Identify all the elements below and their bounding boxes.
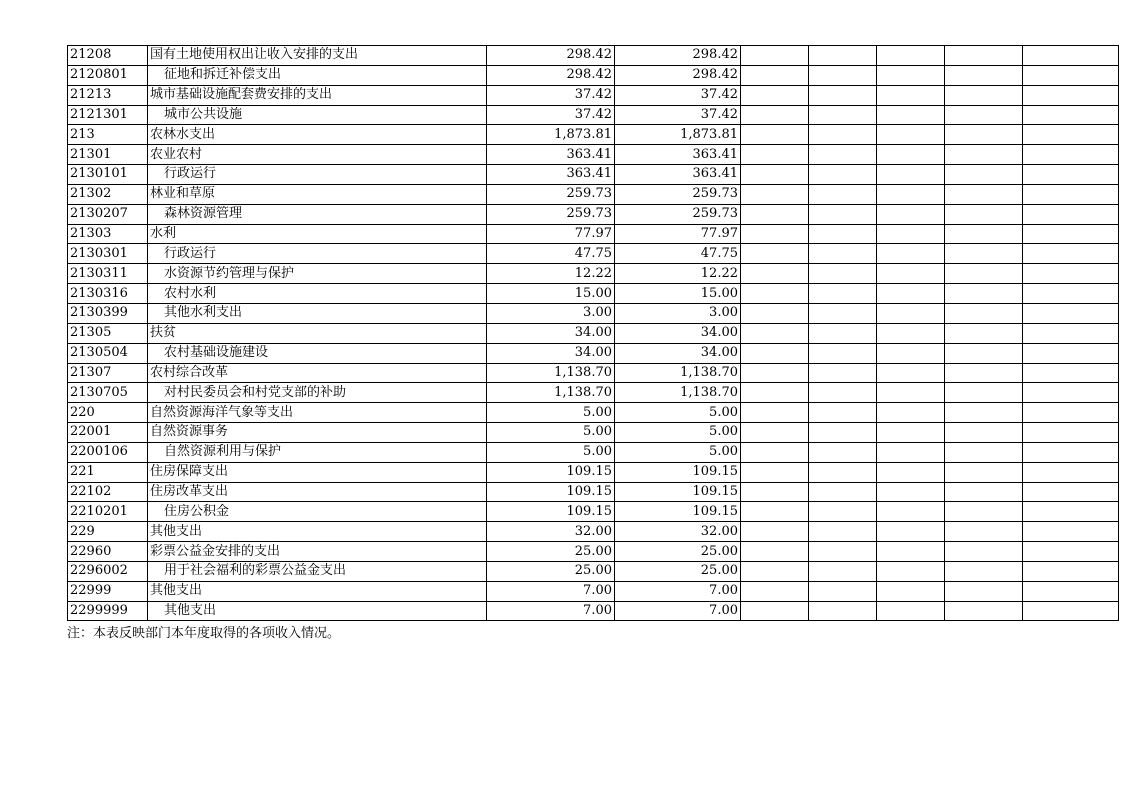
total-cell: 7.00: [487, 581, 615, 601]
empty-cell: [945, 224, 1023, 244]
subject-name-cell: 其他支出: [148, 522, 487, 542]
fiscal-fund-cell: 5.00: [615, 423, 741, 443]
fiscal-fund-cell: 259.73: [615, 204, 741, 224]
empty-cell: [945, 303, 1023, 323]
empty-cell: [741, 462, 809, 482]
empty-cell: [877, 46, 945, 66]
fiscal-fund-cell: 34.00: [615, 343, 741, 363]
total-cell: 363.41: [487, 165, 615, 185]
fiscal-fund-cell: 32.00: [615, 522, 741, 542]
subject-code-cell: 21208: [68, 46, 148, 66]
total-cell: 5.00: [487, 403, 615, 423]
empty-cell: [809, 323, 877, 343]
fiscal-fund-cell: 34.00: [615, 323, 741, 343]
empty-cell: [809, 46, 877, 66]
empty-cell: [877, 502, 945, 522]
empty-cell: [1023, 363, 1119, 383]
empty-cell: [877, 264, 945, 284]
empty-cell: [809, 363, 877, 383]
empty-cell: [877, 542, 945, 562]
subject-code-cell: 21213: [68, 85, 148, 105]
table-row: [68, 105, 1119, 125]
empty-cell: [877, 224, 945, 244]
empty-cell: [945, 522, 1023, 542]
empty-cell: [877, 303, 945, 323]
table-row: [68, 165, 1119, 185]
subject-code-cell: 229: [68, 522, 148, 542]
empty-cell: [1023, 561, 1119, 581]
table-row: [68, 224, 1119, 244]
empty-cell: [877, 204, 945, 224]
empty-cell: [945, 561, 1023, 581]
table-row: [68, 542, 1119, 562]
subject-name-cell: 其他支出: [148, 581, 487, 601]
empty-cell: [809, 542, 877, 562]
table-row: [68, 442, 1119, 462]
fiscal-fund-cell: 259.73: [615, 184, 741, 204]
empty-cell: [1023, 303, 1119, 323]
empty-cell: [809, 502, 877, 522]
subject-name-cell: 国有土地使用权出让收入安排的支出: [148, 46, 487, 66]
subject-code-cell: 21305: [68, 323, 148, 343]
empty-cell: [1023, 184, 1119, 204]
total-cell: 5.00: [487, 442, 615, 462]
empty-cell: [1023, 581, 1119, 601]
footnote: 注：本表反映部门本年度取得的各项收入情况。: [67, 626, 341, 641]
empty-cell: [945, 581, 1023, 601]
total-cell: 259.73: [487, 184, 615, 204]
subject-code-cell: 21307: [68, 363, 148, 383]
empty-cell: [1023, 264, 1119, 284]
table-row: [68, 264, 1119, 284]
empty-cell: [741, 244, 809, 264]
empty-cell: [877, 125, 945, 145]
empty-cell: [877, 601, 945, 621]
subject-name-cell: 农林水支出: [148, 125, 487, 145]
empty-cell: [1023, 462, 1119, 482]
total-cell: 12.22: [487, 264, 615, 284]
subject-name-cell: 农村基础设施建设: [148, 343, 487, 363]
empty-cell: [877, 165, 945, 185]
empty-cell: [809, 184, 877, 204]
empty-cell: [945, 323, 1023, 343]
empty-cell: [741, 482, 809, 502]
table-row: [68, 343, 1119, 363]
table-row: [68, 482, 1119, 502]
income-table: [67, 45, 1119, 621]
empty-cell: [945, 403, 1023, 423]
subject-name-cell: 自然资源利用与保护: [148, 442, 487, 462]
subject-name-cell: 扶贫: [148, 323, 487, 343]
total-cell: 259.73: [487, 204, 615, 224]
subject-code-cell: 221: [68, 462, 148, 482]
table-row: [68, 244, 1119, 264]
table-row: [68, 125, 1119, 145]
total-cell: 1,138.70: [487, 363, 615, 383]
empty-cell: [809, 204, 877, 224]
fiscal-fund-cell: 1,138.70: [615, 383, 741, 403]
empty-cell: [741, 403, 809, 423]
empty-cell: [945, 482, 1023, 502]
empty-cell: [809, 244, 877, 264]
subject-code-cell: 21301: [68, 145, 148, 165]
empty-cell: [809, 403, 877, 423]
subject-name-cell: 自然资源海洋气象等支出: [148, 403, 487, 423]
empty-cell: [741, 542, 809, 562]
empty-cell: [945, 284, 1023, 304]
total-cell: 298.42: [487, 46, 615, 66]
empty-cell: [1023, 224, 1119, 244]
empty-cell: [809, 165, 877, 185]
empty-cell: [741, 343, 809, 363]
empty-cell: [945, 65, 1023, 85]
empty-cell: [809, 601, 877, 621]
empty-cell: [741, 601, 809, 621]
empty-cell: [1023, 125, 1119, 145]
table-row: [68, 363, 1119, 383]
total-cell: 47.75: [487, 244, 615, 264]
empty-cell: [741, 65, 809, 85]
subject-name-cell: 征地和拆迁补偿支出: [148, 65, 487, 85]
empty-cell: [877, 363, 945, 383]
empty-cell: [877, 184, 945, 204]
total-cell: 109.15: [487, 502, 615, 522]
subject-name-cell: 农村综合改革: [148, 363, 487, 383]
table-row: [68, 65, 1119, 85]
subject-name-cell: 用于社会福利的彩票公益金支出: [148, 561, 487, 581]
empty-cell: [877, 343, 945, 363]
total-cell: 15.00: [487, 284, 615, 304]
empty-cell: [809, 125, 877, 145]
empty-cell: [741, 85, 809, 105]
empty-cell: [945, 46, 1023, 66]
subject-name-cell: 城市基础设施配套费安排的支出: [148, 85, 487, 105]
table-row: [68, 383, 1119, 403]
empty-cell: [1023, 343, 1119, 363]
empty-cell: [809, 85, 877, 105]
subject-name-cell: 住房公积金: [148, 502, 487, 522]
empty-cell: [1023, 284, 1119, 304]
total-cell: 363.41: [487, 145, 615, 165]
empty-cell: [945, 145, 1023, 165]
empty-cell: [809, 264, 877, 284]
subject-code-cell: 2130301: [68, 244, 148, 264]
total-cell: 298.42: [487, 65, 615, 85]
empty-cell: [809, 303, 877, 323]
subject-name-cell: 农业农村: [148, 145, 487, 165]
empty-cell: [877, 581, 945, 601]
subject-code-cell: 2130705: [68, 383, 148, 403]
empty-cell: [741, 184, 809, 204]
empty-cell: [809, 522, 877, 542]
subject-name-cell: 森林资源管理: [148, 204, 487, 224]
subject-code-cell: 2200106: [68, 442, 148, 462]
budget-sheet: [67, 45, 1119, 621]
empty-cell: [945, 363, 1023, 383]
empty-cell: [741, 363, 809, 383]
empty-cell: [877, 65, 945, 85]
fiscal-fund-cell: 363.41: [615, 165, 741, 185]
empty-cell: [809, 284, 877, 304]
empty-cell: [945, 244, 1023, 264]
empty-cell: [945, 85, 1023, 105]
empty-cell: [1023, 442, 1119, 462]
table-row: [68, 303, 1119, 323]
subject-code-cell: 2130316: [68, 284, 148, 304]
total-cell: 34.00: [487, 323, 615, 343]
fiscal-fund-cell: 5.00: [615, 442, 741, 462]
subject-code-cell: 22001: [68, 423, 148, 443]
empty-cell: [877, 423, 945, 443]
subject-code-cell: 22960: [68, 542, 148, 562]
empty-cell: [877, 145, 945, 165]
total-cell: 1,138.70: [487, 383, 615, 403]
empty-cell: [945, 502, 1023, 522]
empty-cell: [1023, 502, 1119, 522]
empty-cell: [741, 165, 809, 185]
empty-cell: [741, 204, 809, 224]
table-row: [68, 284, 1119, 304]
empty-cell: [741, 423, 809, 443]
empty-cell: [877, 105, 945, 125]
table-row: [68, 522, 1119, 542]
fiscal-fund-cell: 37.42: [615, 85, 741, 105]
subject-name-cell: 自然资源事务: [148, 423, 487, 443]
subject-name-cell: 行政运行: [148, 165, 487, 185]
fiscal-fund-cell: 298.42: [615, 65, 741, 85]
table-row: [68, 323, 1119, 343]
empty-cell: [809, 462, 877, 482]
subject-code-cell: 2121301: [68, 105, 148, 125]
fiscal-fund-cell: 25.00: [615, 561, 741, 581]
fiscal-fund-cell: 15.00: [615, 284, 741, 304]
fiscal-fund-cell: 298.42: [615, 46, 741, 66]
empty-cell: [945, 165, 1023, 185]
table-row: [68, 502, 1119, 522]
empty-cell: [741, 581, 809, 601]
fiscal-fund-cell: 1,873.81: [615, 125, 741, 145]
empty-cell: [877, 323, 945, 343]
table-row: [68, 403, 1119, 423]
subject-name-cell: 其他水利支出: [148, 303, 487, 323]
empty-cell: [741, 383, 809, 403]
subject-name-cell: 对村民委员会和村党支部的补助: [148, 383, 487, 403]
fiscal-fund-cell: 77.97: [615, 224, 741, 244]
empty-cell: [741, 224, 809, 244]
empty-cell: [945, 462, 1023, 482]
subject-name-cell: 彩票公益金安排的支出: [148, 542, 487, 562]
empty-cell: [1023, 383, 1119, 403]
empty-cell: [877, 522, 945, 542]
empty-cell: [877, 284, 945, 304]
total-cell: 5.00: [487, 423, 615, 443]
total-cell: 34.00: [487, 343, 615, 363]
subject-code-cell: 22999: [68, 581, 148, 601]
empty-cell: [1023, 105, 1119, 125]
fiscal-fund-cell: 47.75: [615, 244, 741, 264]
subject-name-cell: 行政运行: [148, 244, 487, 264]
total-cell: 7.00: [487, 601, 615, 621]
empty-cell: [877, 403, 945, 423]
empty-cell: [945, 542, 1023, 562]
total-cell: 109.15: [487, 482, 615, 502]
empty-cell: [741, 442, 809, 462]
fiscal-fund-cell: 3.00: [615, 303, 741, 323]
subject-name-cell: 农村水利: [148, 284, 487, 304]
empty-cell: [945, 442, 1023, 462]
fiscal-fund-cell: 7.00: [615, 601, 741, 621]
empty-cell: [1023, 423, 1119, 443]
subject-name-cell: 城市公共设施: [148, 105, 487, 125]
fiscal-fund-cell: 109.15: [615, 502, 741, 522]
subject-name-cell: 住房保障支出: [148, 462, 487, 482]
total-cell: 1,873.81: [487, 125, 615, 145]
fiscal-fund-cell: 363.41: [615, 145, 741, 165]
empty-cell: [1023, 522, 1119, 542]
subject-name-cell: 水利: [148, 224, 487, 244]
empty-cell: [809, 581, 877, 601]
table-row: [68, 581, 1119, 601]
subject-code-cell: 220: [68, 403, 148, 423]
empty-cell: [1023, 46, 1119, 66]
empty-cell: [1023, 244, 1119, 264]
subject-code-cell: 2130101: [68, 165, 148, 185]
empty-cell: [877, 85, 945, 105]
subject-code-cell: 2120801: [68, 65, 148, 85]
empty-cell: [877, 244, 945, 264]
total-cell: 37.42: [487, 105, 615, 125]
subject-name-cell: 林业和草原: [148, 184, 487, 204]
table-row: [68, 601, 1119, 621]
subject-code-cell: 2299999: [68, 601, 148, 621]
fiscal-fund-cell: 7.00: [615, 581, 741, 601]
empty-cell: [877, 383, 945, 403]
empty-cell: [809, 561, 877, 581]
total-cell: 25.00: [487, 561, 615, 581]
empty-cell: [741, 105, 809, 125]
total-cell: 37.42: [487, 85, 615, 105]
subject-code-cell: 213: [68, 125, 148, 145]
empty-cell: [809, 482, 877, 502]
fiscal-fund-cell: 1,138.70: [615, 363, 741, 383]
empty-cell: [945, 343, 1023, 363]
total-cell: 25.00: [487, 542, 615, 562]
empty-cell: [741, 323, 809, 343]
empty-cell: [877, 482, 945, 502]
empty-cell: [741, 522, 809, 542]
empty-cell: [1023, 145, 1119, 165]
empty-cell: [945, 601, 1023, 621]
total-cell: 32.00: [487, 522, 615, 542]
subject-code-cell: 2130207: [68, 204, 148, 224]
empty-cell: [741, 502, 809, 522]
subject-code-cell: 21303: [68, 224, 148, 244]
subject-name-cell: 住房改革支出: [148, 482, 487, 502]
empty-cell: [741, 264, 809, 284]
table-row: [68, 204, 1119, 224]
subject-code-cell: 2210201: [68, 502, 148, 522]
empty-cell: [945, 184, 1023, 204]
empty-cell: [945, 125, 1023, 145]
table-row: [68, 423, 1119, 443]
empty-cell: [809, 105, 877, 125]
table-body: [68, 46, 1119, 621]
empty-cell: [945, 105, 1023, 125]
empty-cell: [945, 423, 1023, 443]
empty-cell: [741, 46, 809, 66]
empty-cell: [809, 383, 877, 403]
empty-cell: [741, 303, 809, 323]
empty-cell: [1023, 204, 1119, 224]
empty-cell: [1023, 165, 1119, 185]
fiscal-fund-cell: 37.42: [615, 105, 741, 125]
subject-code-cell: 2130399: [68, 303, 148, 323]
empty-cell: [809, 65, 877, 85]
empty-cell: [809, 442, 877, 462]
empty-cell: [741, 561, 809, 581]
empty-cell: [809, 224, 877, 244]
fiscal-fund-cell: 109.15: [615, 482, 741, 502]
empty-cell: [1023, 403, 1119, 423]
empty-cell: [945, 264, 1023, 284]
fiscal-fund-cell: 109.15: [615, 462, 741, 482]
empty-cell: [809, 423, 877, 443]
subject-code-cell: 2130311: [68, 264, 148, 284]
empty-cell: [1023, 65, 1119, 85]
table-row: [68, 561, 1119, 581]
subject-name-cell: 水资源节约管理与保护: [148, 264, 487, 284]
subject-code-cell: 2296002: [68, 561, 148, 581]
empty-cell: [945, 383, 1023, 403]
empty-cell: [741, 284, 809, 304]
total-cell: 3.00: [487, 303, 615, 323]
empty-cell: [877, 462, 945, 482]
table-row: [68, 46, 1119, 66]
empty-cell: [741, 125, 809, 145]
empty-cell: [741, 145, 809, 165]
empty-cell: [945, 204, 1023, 224]
fiscal-fund-cell: 25.00: [615, 542, 741, 562]
table-row: [68, 184, 1119, 204]
fiscal-fund-cell: 5.00: [615, 403, 741, 423]
subject-name-cell: 其他支出: [148, 601, 487, 621]
fiscal-fund-cell: 12.22: [615, 264, 741, 284]
total-cell: 77.97: [487, 224, 615, 244]
subject-code-cell: 21302: [68, 184, 148, 204]
table-row: [68, 145, 1119, 165]
empty-cell: [1023, 601, 1119, 621]
table-row: [68, 85, 1119, 105]
empty-cell: [1023, 323, 1119, 343]
empty-cell: [1023, 542, 1119, 562]
empty-cell: [809, 145, 877, 165]
subject-code-cell: 22102: [68, 482, 148, 502]
subject-code-cell: 2130504: [68, 343, 148, 363]
empty-cell: [877, 442, 945, 462]
total-cell: 109.15: [487, 462, 615, 482]
empty-cell: [877, 561, 945, 581]
empty-cell: [1023, 85, 1119, 105]
empty-cell: [809, 343, 877, 363]
empty-cell: [1023, 482, 1119, 502]
table-row: [68, 462, 1119, 482]
